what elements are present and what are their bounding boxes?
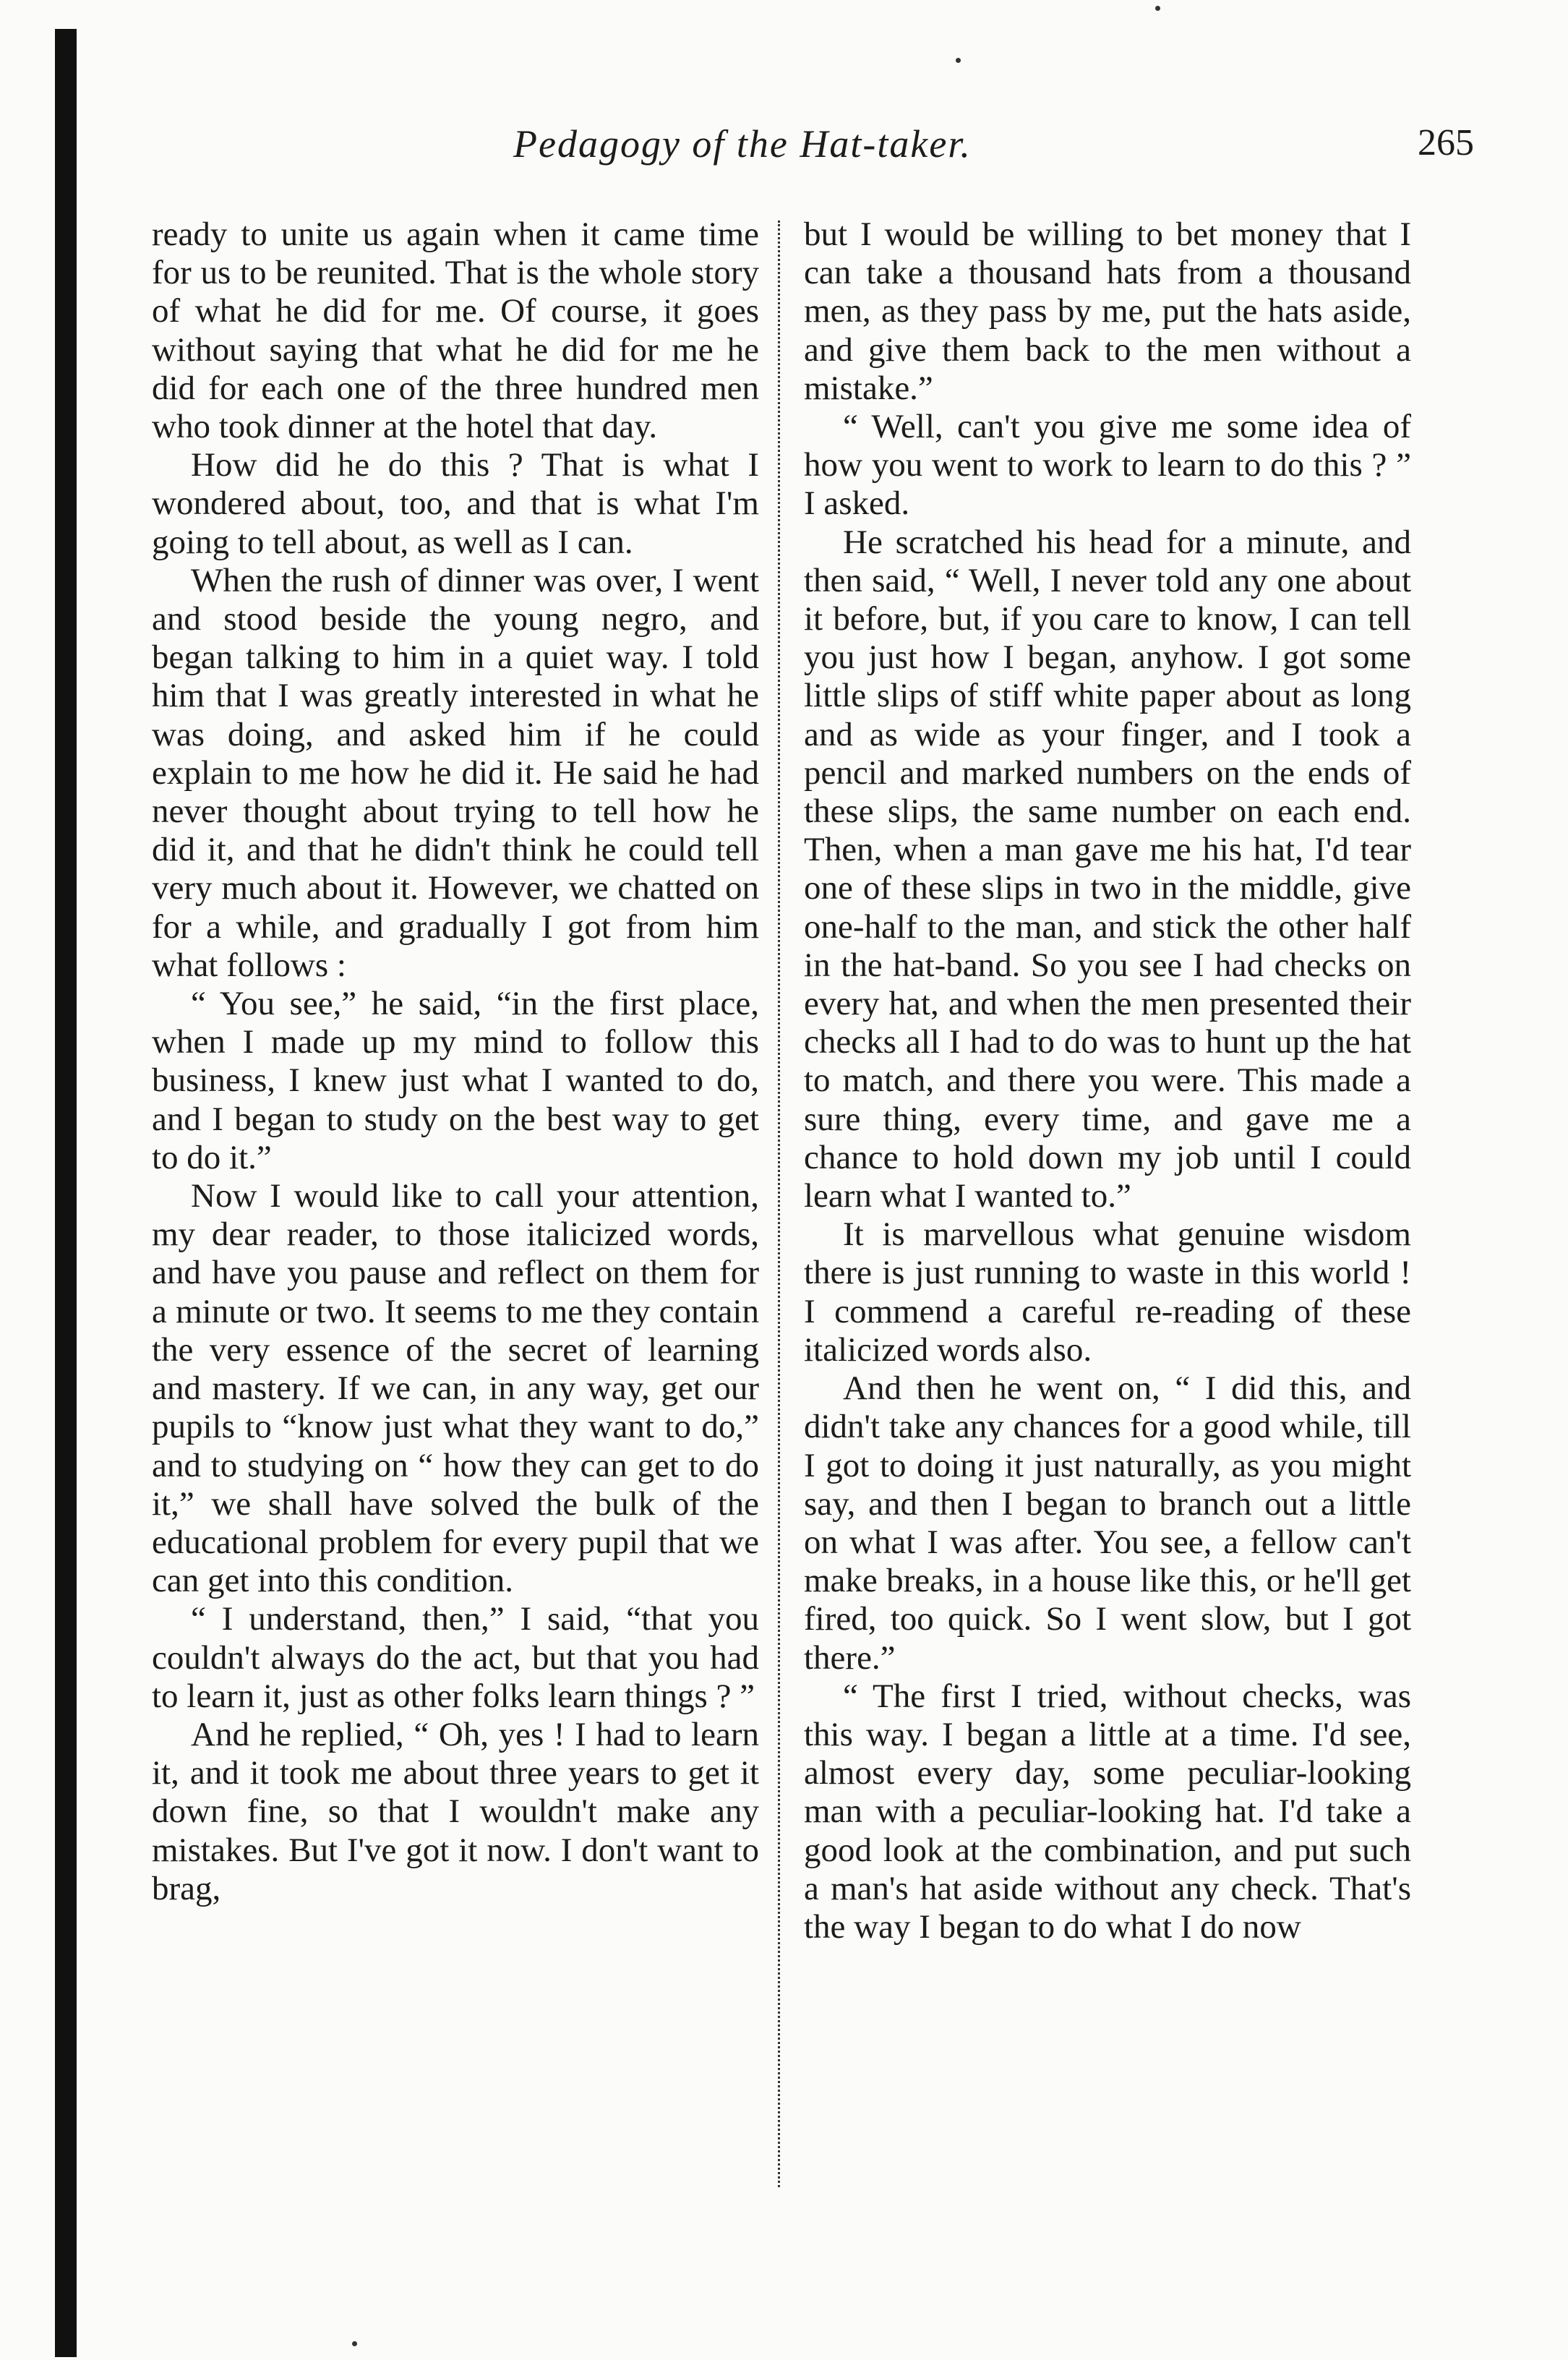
paragraph: It is marvellous what genuine wisdom there is just running to waste in this world ! I commend a careful re-reading of these italicized words also. bbox=[804, 1215, 1411, 1369]
paragraph: “ Well, can't you give me some idea of how you went to work to learn to do this ? ” I asked. bbox=[804, 408, 1411, 523]
paragraph: “ I understand, then,” I said, “that you couldn't always do the act, but that you had to learn it, just as other folks learn things ? ” bbox=[152, 1600, 759, 1715]
paragraph: And he replied, “ Oh, yes ! I had to learn it, and it took me about three years to get it down fine, so that I wouldn't make any mistakes. But I've got it now. I don't want to brag, bbox=[152, 1715, 759, 1907]
book-spine-edge bbox=[55, 29, 77, 2357]
paragraph: When the rush of dinner was over, I went and stood beside the young negro, and began talking to him in a quiet way. I told him that I was greatly interested in what he was doing, and asked him if he could explain to me how he did it. He said he had never thought about trying to tell how he did it, and that he didn't think he could tell very much about it. However, we chatted on for a while, and gradually I got from him what follows : bbox=[152, 561, 759, 984]
paragraph: How did he do this ? That is what I wondered about, too, and that is what I'm going to tell about, as well as I can. bbox=[152, 446, 759, 561]
paragraph: ready to unite us again when it came time for us to be reunited. That is the whole story of what he did for me. Of course, it goes without saying that what he did for me he did for each one of the three hundred men who took dinner at the hotel that day. bbox=[152, 215, 759, 446]
page-number: 265 bbox=[1418, 122, 1474, 163]
paragraph: Now I would like to call your attention, my dear reader, to those italicized words, and have you pause and reflect on them for a minute or two. It seems to me they contain the very essence of the secret of learning and mastery. If we can, in any way, get our pupils to “know just what they want to do,” and to studying on “ how they can get to do it,” we shall have solved the bulk of the educational problem for every pupil that we can get into this condition. bbox=[152, 1177, 759, 1600]
print-speck bbox=[956, 58, 961, 63]
page-header bbox=[145, 121, 1525, 179]
left-column bbox=[152, 215, 759, 1908]
running-title: Pedagogy of the Hat-taker. bbox=[513, 122, 972, 166]
paragraph: And then he went on, “ I did this, and didn't take any chances for a good while, till I got to doing it just naturally, as you might say, and then I began to branch out a little on what I was after. You see, a fellow can't make breaks, in a house like this, or he'll get fired, too quick. So I went slow, but I got there.” bbox=[804, 1369, 1411, 1677]
paragraph: “ The first I tried, without checks, was this way. I began a little at a time. I'd see, almost every day, some peculiar-looking man with a peculiar-looking hat. I'd take a good look at the combination, and put such a man's hat aside without any check. That's the way I began to do what I do now bbox=[804, 1677, 1411, 1946]
paragraph: He scratched his head for a minute, and then said, “ Well, I never told any one about it before, but, if you care to know, I can tell you just how I began, anyhow. I got some little slips of stiff white paper about as long and as wide as your finger, and I took a pencil and marked numbers on the ends of these slips, the same number on each end. Then, when a man gave me his hat, I'd tear one of these slips in two in the middle, give one-half to the man, and stick the other half in the hat-band. So you see I had checks on every hat, and when the men presented their checks all I had to do was to hunt up the hat to match, and there you were. This made a sure thing, every time, and gave me a chance to hold down my job until I could learn what I wanted to.” bbox=[804, 523, 1411, 1215]
print-speck bbox=[352, 2341, 357, 2346]
right-column bbox=[804, 215, 1411, 1946]
column-divider bbox=[778, 221, 780, 2187]
print-speck bbox=[1155, 6, 1160, 11]
paragraph: “ You see,” he said, “in the first place, when I made up my mind to follow this business, I knew just what I wanted to do, and I began to study on the best way to get to do it.” bbox=[152, 985, 759, 1176]
paragraph: but I would be willing to bet money that I can take a thousand hats from a thousand men, as they pass by me, put the hats aside, and give them back to the men without a mistake.” bbox=[804, 215, 1411, 407]
